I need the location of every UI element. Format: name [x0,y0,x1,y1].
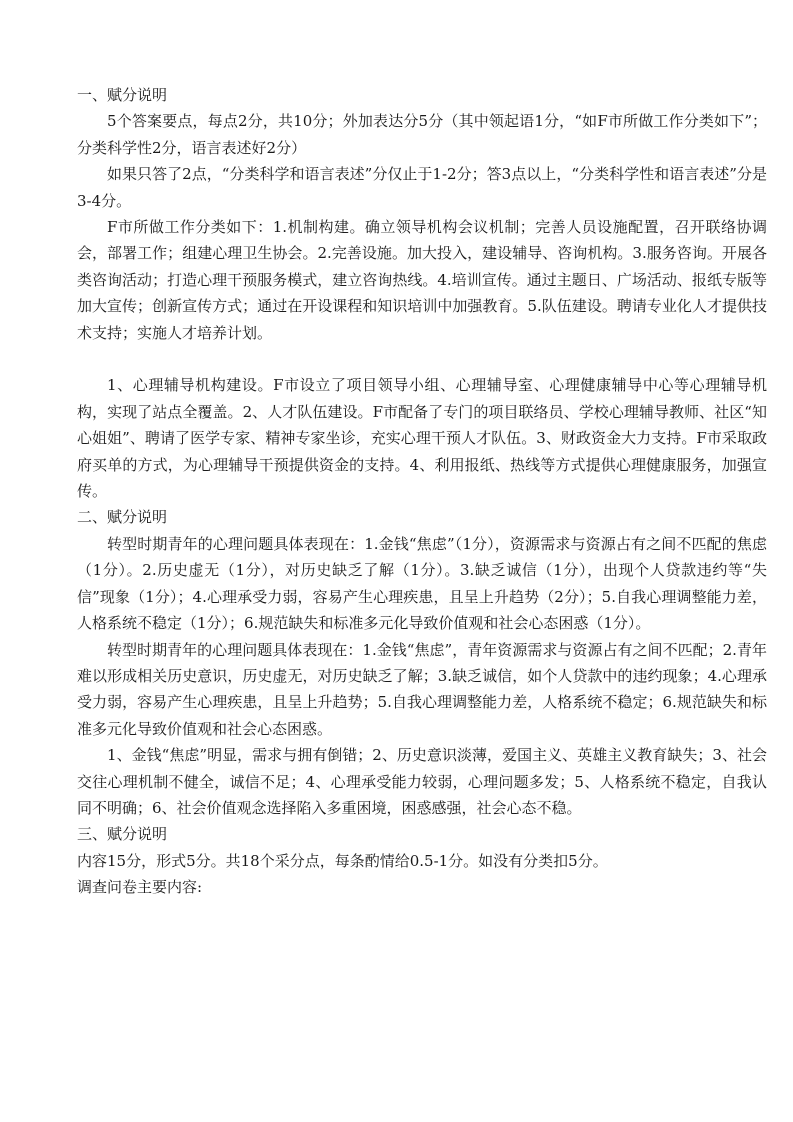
section-1-paragraph-4: 1、心理辅导机构建设。F市设立了项目领导小组、心理辅导室、心理健康辅导中心等心理辅导机构，实现了站点全覆盖。2、人才队伍建设。F市配备了专门的项目联络员、学校心理辅导教师、社区“知心姐姐”、聘请了医学专家、精神专家坐诊，充实心理干预人才队伍。3、财政资金大力支持。F市采取政府买单的方式，为心理辅导干预提供资金的支持。4、利用报纸、热线等方式提供心理健康服务，加强宣传。 [77,376,767,501]
section-1-heading: 一、赋分说明 [77,86,168,104]
section-2-heading: 二、赋分说明 [77,508,168,527]
section-3-line-1: 内容15分，形式5分。共18个采分点，每条酌情给0.5-1分。如没有分类扣5分。 [77,851,608,870]
paragraph-gap [77,346,767,372]
section-2-paragraph-3: 1、金钱“焦虑”明显，需求与拥有倒错；2、历史意识淡薄，爱国主义、英雄主义教育缺失；3、社会交往心理机制不健全，诚信不足；4、心理承受能力较弱，心理问题多发；5、人格系统不稳定，自我认同不明确；6、社会价值观念选择陷入多重困境，困惑感强，社会心态不稳。 [77,746,767,817]
section-1-paragraph-3: F市所做工作分类如下：1.机制构建。确立领导机构会议机制；完善人员设施配置，召开联络协调会，部署工作；组建心理卫生协会。2.完善设施。加大投入，建设辅导、咨询机构。3.服务咨询。开展各类咨询活动；打造心理干预服务模式，建立咨询热线。4.培训宣传。通过主题日、广场活动、报纸专版等加大宣传；创新宣传方式；通过在开设课程和知识培训中加强教育。5.队伍建设。聘请专业化人才提供技术支持；实施人才培养计划。 [77,218,767,342]
section-2-paragraph-1: 转型时期青年的心理问题具体表现在：1.金钱“焦虑”（1分），资源需求与资源占有之间不匹配的焦虑（1分）。2.历史虚无（1分），对历史缺乏了解（1分）。3.缺乏诚信（1分），出现个人贷款违约等“失信”现象（1分）；4.心理承受力弱，容易产生心理疾患，且呈上升趋势（2分）；5.自我心理调整能力差，人格系统不稳定（1分）；6.规范缺失和标准多元化导致价值观和社会心态困惑（1分）。 [77,534,767,633]
section-3-heading: 三、赋分说明 [77,825,168,844]
section-3-line-2: 调查问卷主要内容: [77,878,203,897]
section-2-paragraph-2: 转型时期青年的心理问题具体表现在：1.金钱“焦虑”，青年资源需求与资源占有之间不匹配；2.青年难以形成相关历史意识，历史虚无，对历史缺乏了解；3.缺乏诚信，如个人贷款中的违约现象；4.心理承受力弱，容易产生心理疾患，且呈上升趋势；5.自我心理调整能力差，人格系统不稳定；6.规范缺失和标准多元化导致价值观和社会心态困惑。 [77,640,767,738]
document-page [77,82,767,901]
section-1-paragraph-2: 如果只答了2点，“分类科学和语言表述”分仅止于1-2分；答3点以上，“分类科学性和语言表述”分是3-4分。 [77,165,767,210]
section-1-paragraph-1: 5个答案要点，每点2分，共10分；外加表达分5分（其中领起语1分，“如F市所做工作分类如下”；分类科学性2分，语言表述好2分） [77,112,767,157]
